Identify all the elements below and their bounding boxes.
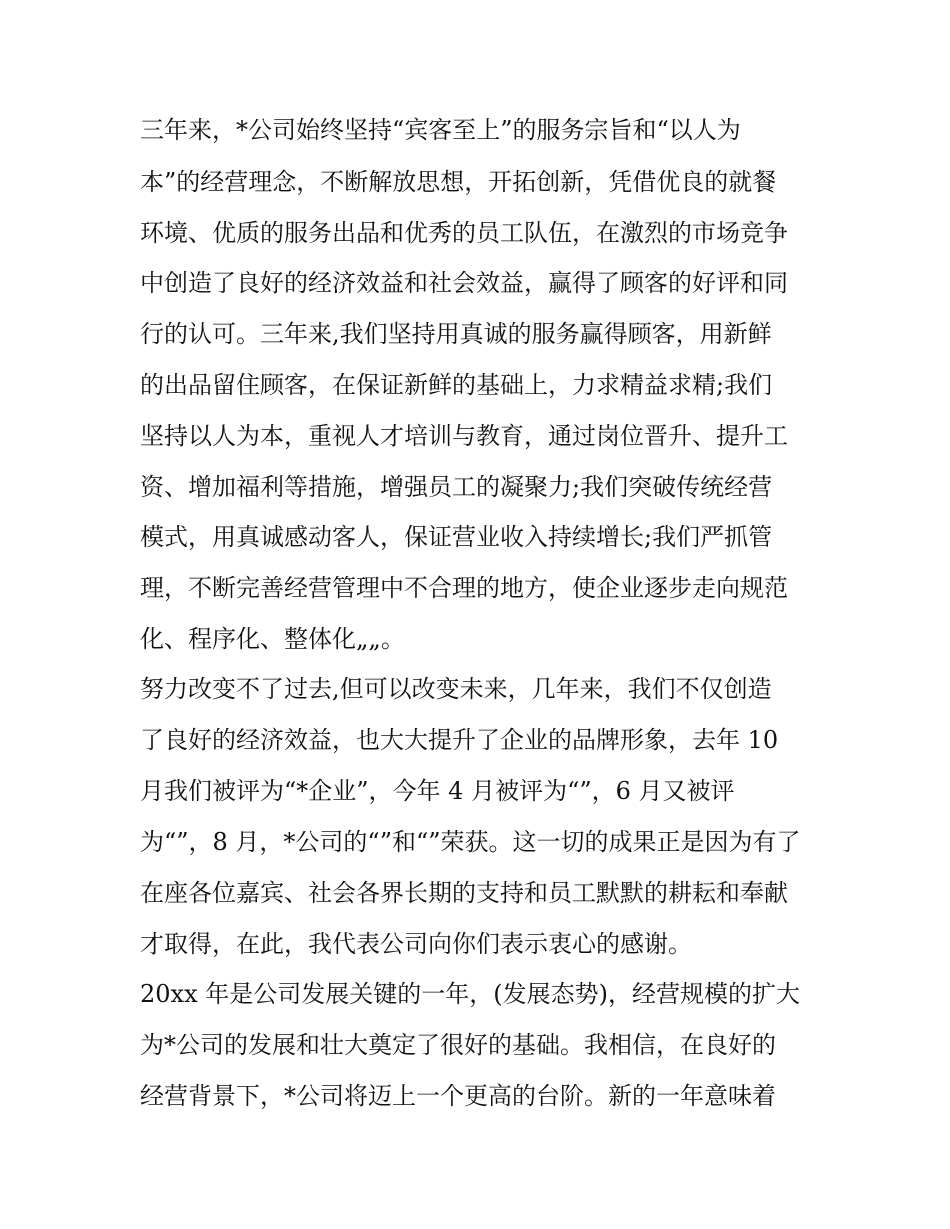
text-line: 三年来，*公司始终坚持“宾客至上”的服务宗旨和“以人为 — [140, 116, 741, 144]
text-line: 本”的经营理念，不断解放思想，开拓创新，凭借优良的就餐 — [140, 168, 777, 196]
text-line: 的出品留住顾客，在保证新鲜的基础上，力求精益求精;我们 — [140, 371, 773, 399]
text-line: 在座各位嘉宾、社会各界长期的支持和员工默默的耕耘和奉献 — [140, 879, 788, 907]
text-line: 月我们被评为“*企业”，今年 4 月被评为“”，6 月又被评 — [140, 777, 735, 805]
text-line: 模式，用真诚感动客人，保证营业收入持续增长;我们严抓管 — [140, 523, 773, 551]
text-line: 经营背景下，*公司将迈上一个更高的台阶。新的一年意味着 — [140, 1082, 776, 1110]
text-line: 理，不断完善经营管理中不合理的地方，使企业逐步走向规范 — [140, 574, 788, 602]
text-line: 20xx 年是公司发展关键的一年，(发展态势)，经营规模的扩大 — [140, 980, 800, 1008]
text-line: 为*公司的发展和壮大奠定了很好的基础。我相信，在良好的 — [140, 1031, 776, 1059]
text-line: 中创造了良好的经济效益和社会效益，赢得了顾客的好评和同 — [140, 269, 788, 297]
text-line: 了良好的经济效益，也大大提升了企业的品牌形象，去年 10 — [140, 726, 779, 754]
text-line: 才取得，在此，我代表公司向你们表示衷心的感谢。 — [140, 930, 692, 958]
text-line: 努力改变不了过去,但可以改变未来，几年来，我们不仅创造 — [140, 675, 772, 703]
text-line: 资、增加福利等措施，增强员工的凝聚力;我们突破传统经营 — [140, 473, 773, 501]
text-line: 行的认可。三年来,我们坚持用真诚的服务赢得顾客，用新鲜 — [140, 320, 772, 348]
text-line: 为“”，8 月，*公司的“”和“”荣获。这一切的成果正是因为有了 — [140, 828, 801, 856]
text-line: 坚持以人为本，重视人才培训与教育，通过岗位晋升、提升工 — [140, 422, 788, 450]
text-line: 化、程序化、整体化„„。 — [140, 625, 405, 653]
text-line: 环境、优质的服务出品和优秀的员工队伍，在激烈的市场竞争 — [140, 219, 788, 247]
